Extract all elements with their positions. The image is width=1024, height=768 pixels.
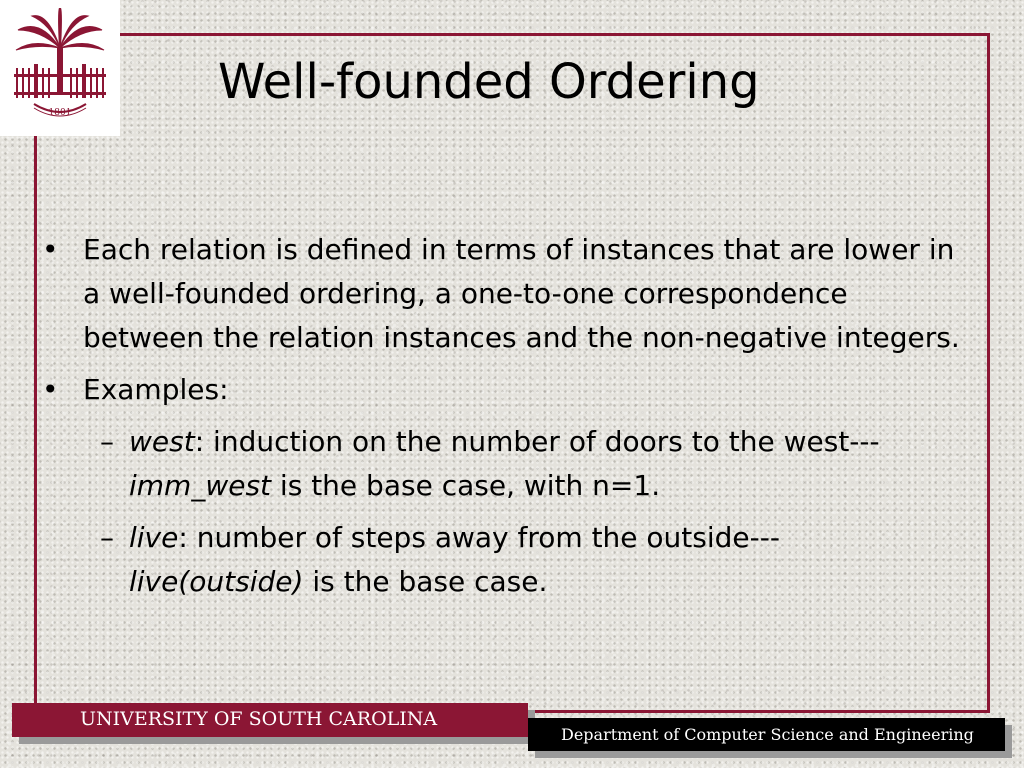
sub-bullet-marker: – [100, 425, 114, 458]
slide-content [42, 228, 962, 612]
sub-bullet-term2: live(outside) [129, 565, 304, 598]
footer-university-text: UNIVERSITY OF SOUTH CAROLINA [80, 708, 438, 730]
sub-bullet-item [42, 420, 962, 508]
sub-bullet-text2: is the base case, with n=1. [271, 469, 661, 502]
sub-bullet-term2: imm_west [129, 469, 272, 502]
sub-bullet-item [42, 516, 962, 604]
logo-year: 1801 [48, 108, 72, 118]
bullet-text: Each relation is defined in terms of instances that are lower in a well-founded ordering, a one-to-one correspondence between the relation instances and the non-negative integers. [83, 233, 960, 354]
slide-title: Well-founded Ordering [218, 54, 760, 110]
sub-bullet-text2: is the base case. [303, 565, 548, 598]
bullet-item [42, 368, 962, 412]
footer-department-text: Department of Computer Science and Engineering [561, 725, 974, 744]
sub-bullet-marker: – [100, 521, 114, 554]
bullet-marker: • [42, 233, 59, 266]
footer-department-banner [528, 718, 1005, 751]
bullet-text: Examples: [83, 373, 229, 406]
bullet-marker: • [42, 373, 59, 406]
sub-bullet-term: live [129, 521, 179, 554]
sub-bullet-text: : number of steps away from the outside--- [178, 521, 780, 554]
palmetto-tree-logo-icon [10, 8, 110, 128]
sub-bullet-text: : induction on the number of doors to the west--- [194, 425, 880, 458]
sub-bullet-term: west [129, 425, 195, 458]
bullet-item [42, 228, 962, 360]
university-logo [0, 0, 120, 136]
footer-university-banner [12, 703, 528, 737]
